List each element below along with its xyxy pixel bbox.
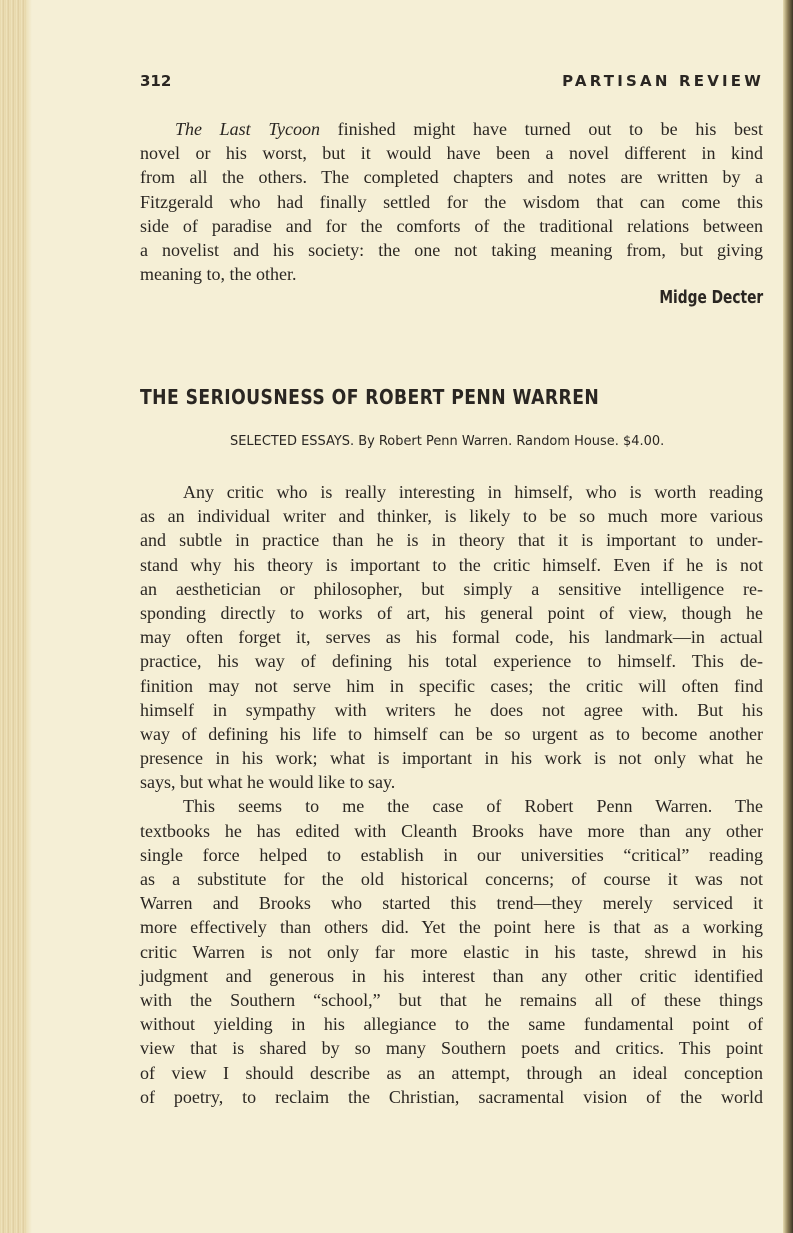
text-line — [140, 214, 763, 238]
line-text: side of paradise and for the comforts of the traditional relations between — [140, 215, 763, 236]
line-text: may often forget it, serves as his formal code, his landmark—in actual — [140, 627, 763, 648]
line-text: from all the others. The completed chapters and notes are written by a — [140, 167, 763, 188]
page-gutter-shadow — [26, 0, 32, 1233]
book-info: SELECTED ESSAYS. By Robert Penn Warren. Random House. $4.00. — [230, 433, 665, 449]
text-line — [140, 988, 763, 1012]
text-line — [140, 940, 763, 964]
line-text: This seems to me the case of Robert Penn Warren. The — [183, 796, 763, 817]
text-line — [140, 165, 763, 189]
text-line — [140, 698, 763, 722]
line-text: of poetry, to reclaim the Christian, sacramental vision of the world — [140, 1086, 763, 1107]
review1-text — [140, 117, 763, 286]
text-line — [140, 480, 763, 504]
text-line — [140, 504, 763, 528]
text-line — [140, 867, 763, 891]
line-text: sponding directly to works of art, his general point of view, though he — [140, 602, 763, 623]
line-text: as a substitute for the old historical concerns; of course it was not — [140, 869, 763, 889]
text-line — [140, 819, 763, 843]
text-line — [140, 528, 763, 552]
page-edge-left — [0, 0, 26, 1233]
line-text: stand why his theory is important to the critic himself. Even if he is not — [140, 554, 763, 575]
review-heading: THE SERIOUSNESS OF ROBERT PENN WARREN — [140, 385, 600, 409]
text-line — [140, 915, 763, 939]
line-text: says, but what he would like to say. — [140, 772, 396, 793]
text-line — [140, 891, 763, 915]
line-text: Any critic who is really interesting in himself, who is worth reading — [183, 482, 763, 502]
book-title: The Last Tycoon — [175, 119, 321, 139]
page-edge-right — [783, 0, 793, 1233]
text-line — [140, 553, 763, 577]
text-line — [140, 1036, 763, 1060]
line-text: presence in his work; what is important in his work is not only what he — [140, 748, 763, 769]
text-line — [140, 1061, 763, 1085]
text-line — [140, 238, 763, 262]
line-text: judgment and generous in his interest than any other critic identified — [140, 965, 763, 986]
line-text: and subtle in practice than he is in theory that it is important to under- — [140, 530, 763, 551]
line-text: Fitzgerald who had finally settled for the wisdom that can come this — [140, 191, 763, 212]
text-line — [140, 577, 763, 601]
line-text: single force helped to establish in our universities “critical” reading — [140, 844, 763, 865]
line-text: meaning to, the other. — [140, 264, 297, 285]
page-number: 312 — [140, 72, 172, 90]
text-line — [140, 964, 763, 988]
line-text: of view I should describe as an attempt, through an ideal conception — [140, 1062, 763, 1083]
text-line — [140, 1085, 763, 1109]
line-text: without yielding in his allegiance to the same fundamental point of — [140, 1014, 763, 1035]
line-text: as an individual writer and thinker, is likely to be so much more various — [140, 506, 763, 527]
line-text: critic Warren is not only far more elastic in his taste, shrewd in his — [140, 941, 763, 962]
line-text: practice, his way of defining his total experience to himself. This de- — [140, 651, 763, 672]
text-line — [140, 770, 763, 794]
line-text: finition may not serve him in specific cases; the critic will often find — [140, 675, 763, 696]
text-line — [140, 649, 763, 673]
line-text: view that is shared by so many Southern poets and critics. This point — [140, 1038, 763, 1059]
text-line — [140, 190, 763, 214]
review2-text — [140, 480, 763, 1109]
text-line — [140, 746, 763, 770]
text-line: The Last Tycoon finished might have turned out to be his best — [175, 119, 763, 139]
text-line — [140, 843, 763, 867]
line-text: himself in sympathy with writers he does not agree with. But his — [140, 699, 763, 720]
text-line — [140, 601, 763, 625]
text-line — [140, 1012, 763, 1036]
line-text: novel or his worst, but it would have been a novel different in kind — [140, 143, 763, 164]
text-line — [140, 794, 763, 818]
text-line — [140, 722, 763, 746]
line-text: Warren and Brooks who started this trend—they merely serviced it — [140, 893, 763, 914]
text-line — [140, 674, 763, 698]
running-title: PARTISAN REVIEW — [562, 72, 764, 90]
review-author: Midge Decter — [659, 287, 763, 308]
text-line — [140, 625, 763, 649]
text-line — [140, 262, 763, 286]
line-text: more effectively than others did. Yet the point here is that as a working — [140, 917, 763, 938]
line-text: an aesthetician or philosopher, but simply a sensitive intelligence re- — [140, 578, 763, 599]
line-text: textbooks he has edited with Cleanth Brooks have more than any other — [140, 820, 763, 841]
text-line — [140, 141, 763, 165]
line-text: way of defining his life to himself can be so urgent as to become another — [140, 723, 763, 744]
line-text: a novelist and his society: the one not taking meaning from, but giving — [140, 239, 763, 260]
line-text: with the Southern “school,” but that he remains all of these things — [140, 989, 763, 1010]
